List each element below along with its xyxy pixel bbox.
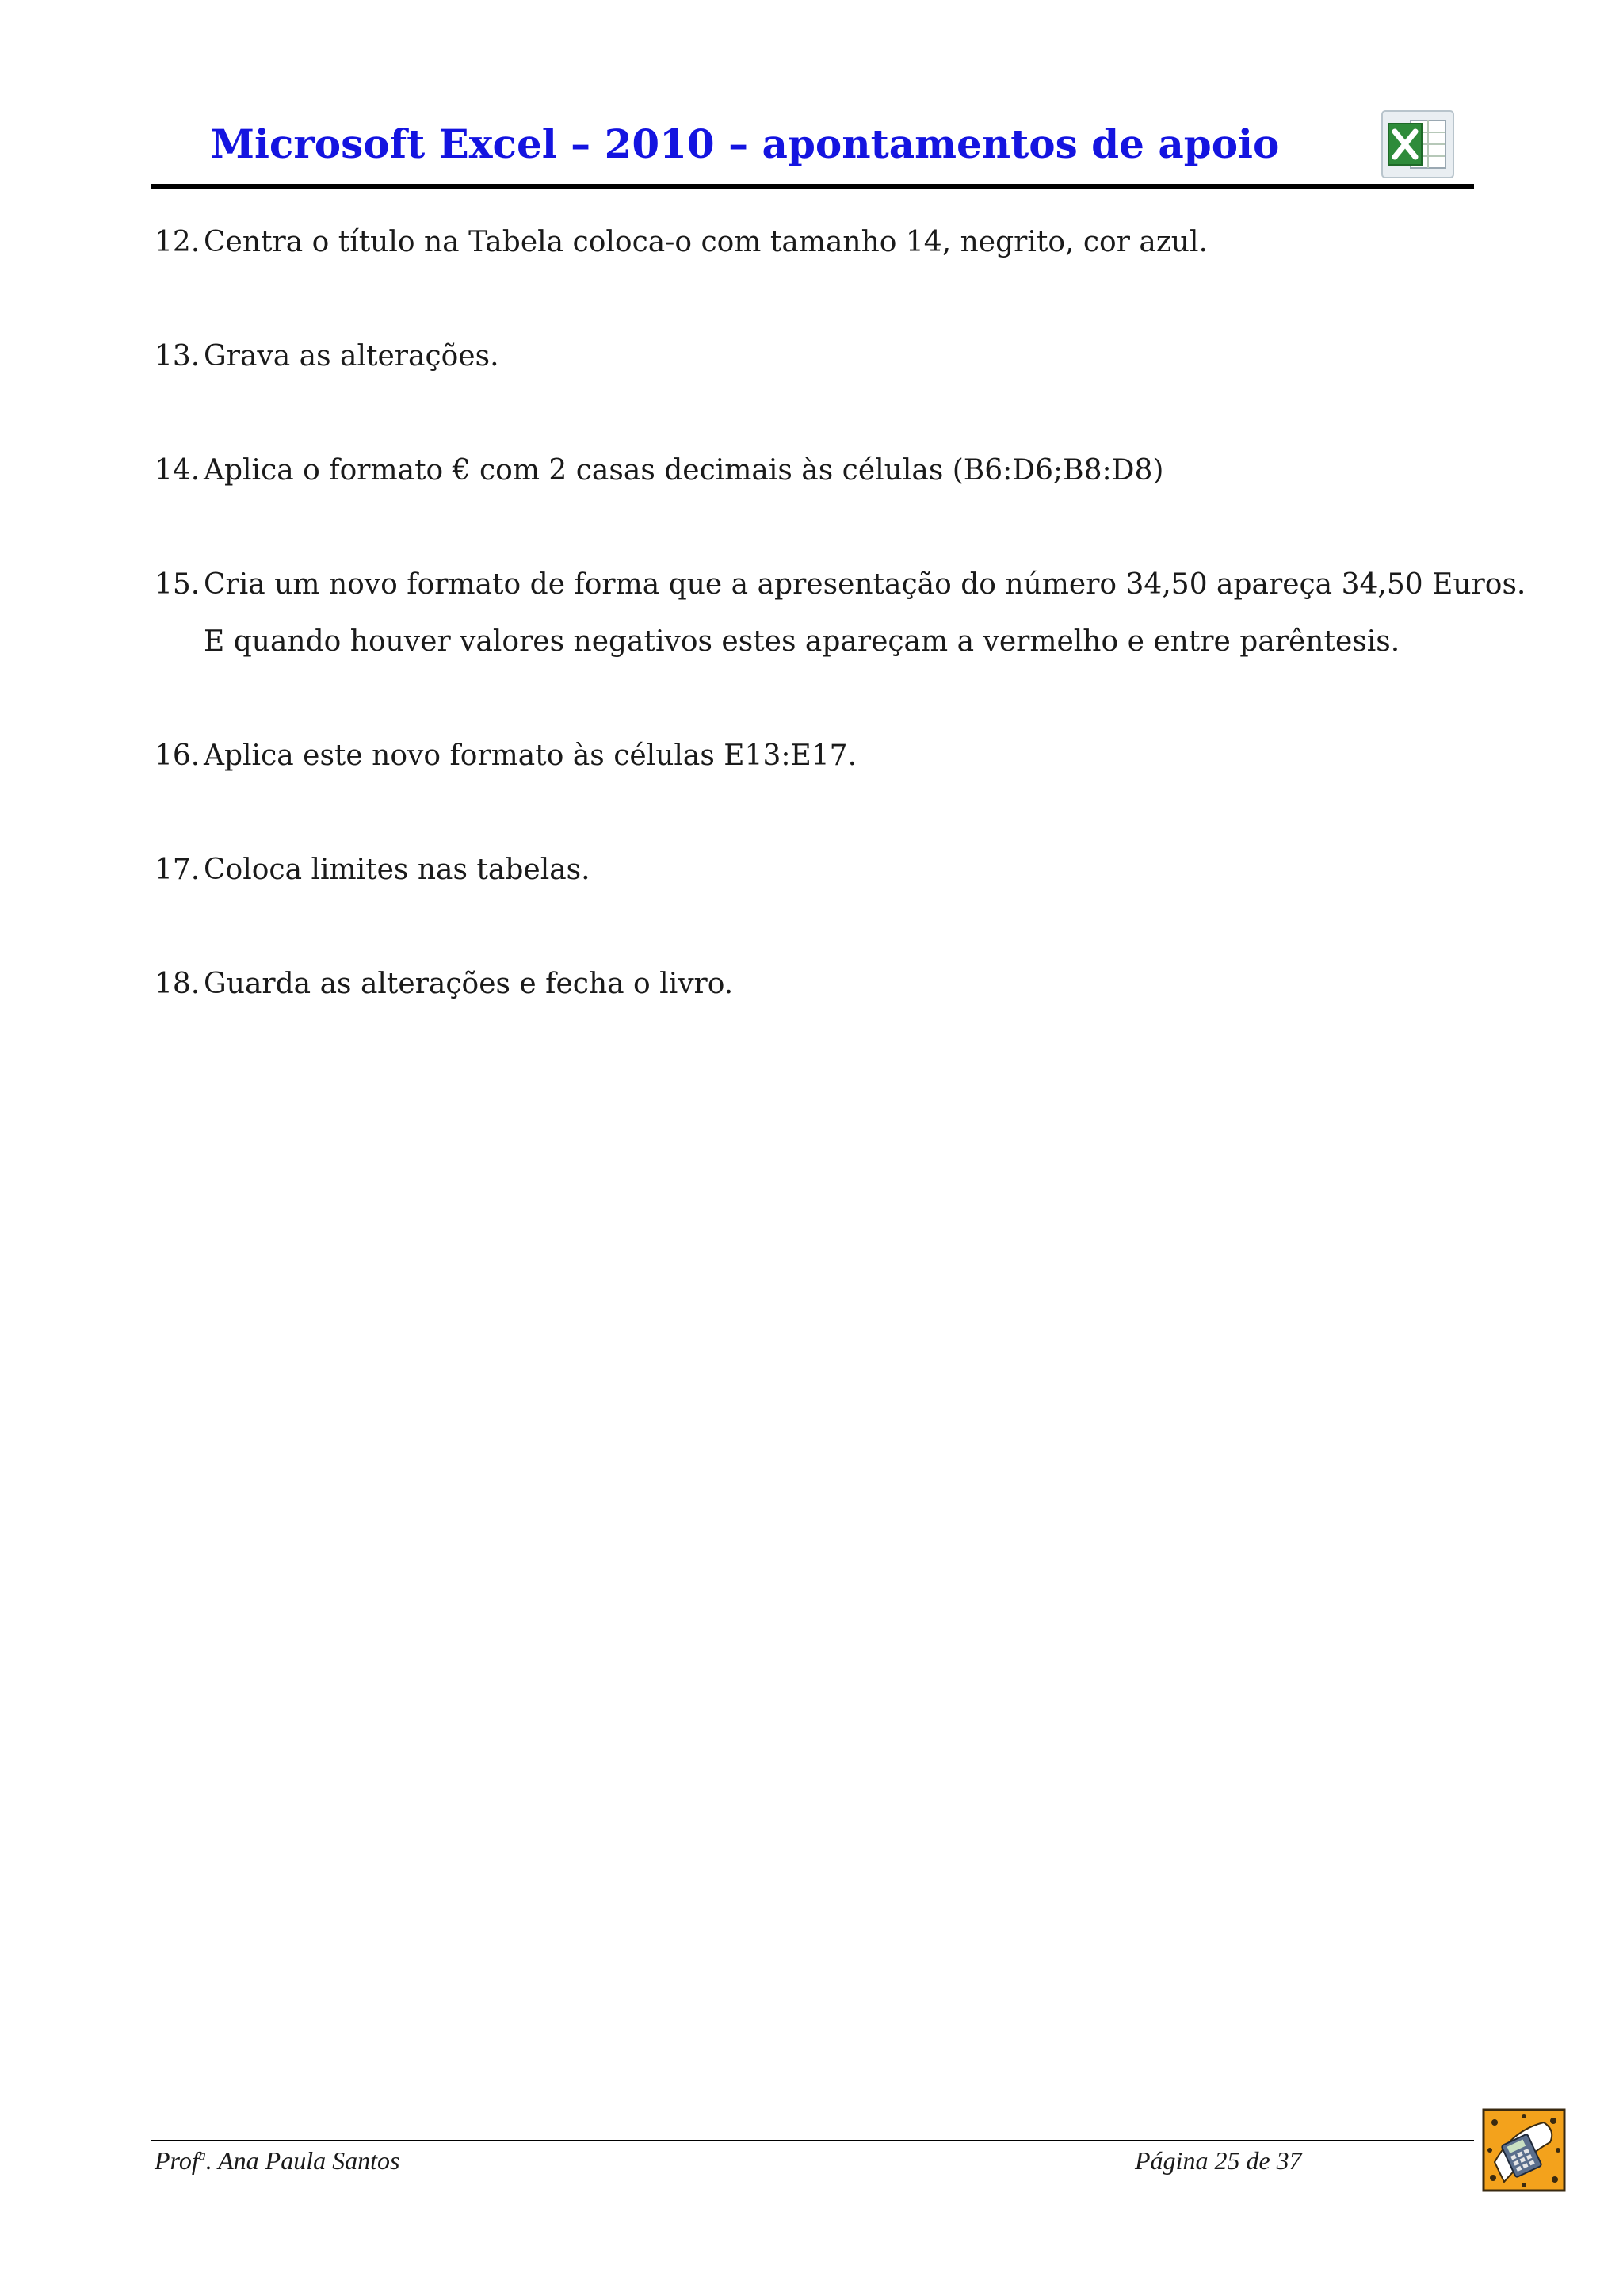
footer-rule: [151, 2140, 1474, 2141]
calculator-clipart-icon: [1480, 2107, 1568, 2194]
footer-author: [155, 2146, 399, 2176]
item-number: 16.: [155, 739, 200, 772]
item-text: Aplica o formato € com 2 casas decimais às células (B6:D6;B8:D8): [204, 454, 1164, 487]
item-number: 15.: [155, 568, 200, 601]
item-text: Centra o título na Tabela coloca-o com tamanho 14, negrito, cor azul.: [204, 226, 1208, 258]
item-text: Grava as alterações.: [204, 340, 499, 372]
item-number: 14.: [155, 454, 200, 487]
page-number: Página 25 de 37: [1135, 2146, 1302, 2175]
item-number: 17.: [155, 854, 200, 886]
item-number: 18.: [155, 968, 200, 1000]
item-text: Guarda as alterações e fecha o livro.: [204, 968, 734, 1000]
item-continuation: E quando houver valores negativos estes apareçam a vermelho e entre parêntesis.: [204, 625, 1400, 658]
item-number: 13.: [155, 340, 200, 372]
header-rule: [151, 184, 1474, 189]
page-header: [151, 111, 1474, 190]
author-name: . Ana Paula Santos: [205, 2146, 400, 2175]
item-number: 12.: [155, 226, 200, 258]
item-text: Aplica este novo formato às células E13:E17.: [204, 739, 857, 772]
item-text: Cria um novo formato de forma que a apresentação do número 34,50 apareça 34,50 Euros.: [204, 568, 1526, 601]
author-superscript: a: [198, 2147, 206, 2164]
excel-logo-icon: [1381, 109, 1455, 179]
item-text: Coloca limites nas tabelas.: [204, 854, 590, 886]
list-item: [155, 328, 499, 385]
list-item: [155, 214, 1208, 271]
page-title: Microsoft Excel – 2010 – apontamentos de apoio: [210, 120, 1280, 167]
list-item: [155, 956, 733, 1013]
list-item: [155, 442, 1163, 499]
list-item: [155, 842, 590, 899]
list-item: [155, 556, 1526, 613]
author-prefix: Prof: [155, 2146, 199, 2175]
list-item: [155, 728, 857, 785]
